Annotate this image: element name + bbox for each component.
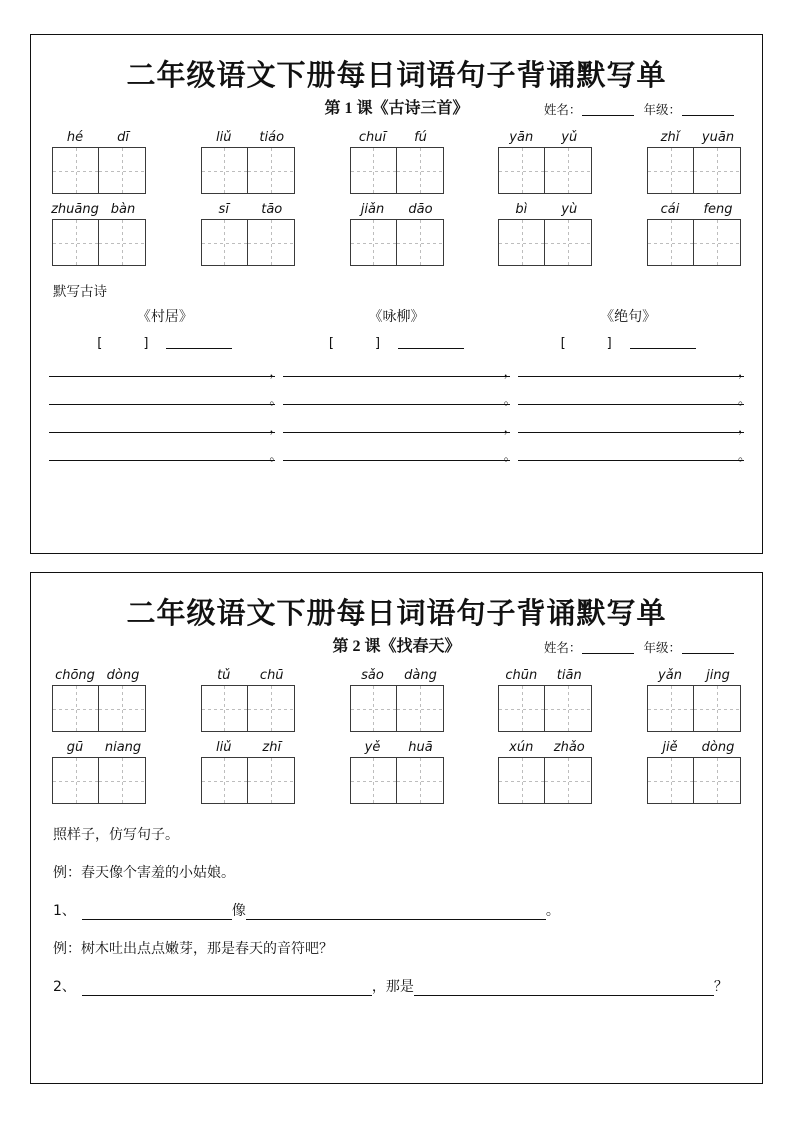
tianzige-cell[interactable] bbox=[498, 685, 545, 732]
write-line-row bbox=[49, 361, 751, 380]
pinyin-syllable: zhuāng bbox=[51, 202, 99, 217]
page-title-2: 二年级语文下册每日词语句子背诵默写单 bbox=[126, 598, 667, 630]
pinyin-syllable: yān bbox=[509, 130, 534, 145]
word-item bbox=[200, 668, 296, 732]
pinyin-syllable: yǎn bbox=[658, 668, 682, 683]
pinyin-syllable: chōng bbox=[55, 668, 95, 683]
pinyin-group bbox=[349, 668, 445, 683]
answer-blank-1b[interactable] bbox=[246, 904, 546, 920]
page-title-1: 二年级语文下册每日词语句子背诵默写单 bbox=[126, 60, 667, 92]
pinyin-syllable: huā bbox=[408, 740, 433, 755]
poem-author-blank bbox=[512, 332, 744, 351]
tianzige-cell[interactable] bbox=[397, 147, 444, 194]
tianzige-cell[interactable] bbox=[99, 219, 146, 266]
write-line[interactable] bbox=[518, 445, 751, 464]
lesson-header-2 bbox=[49, 634, 744, 660]
name-label-1: 姓名： bbox=[543, 103, 582, 117]
dictation-label: 默写古诗 bbox=[53, 284, 107, 300]
pinyin-group bbox=[646, 202, 742, 217]
tianzige-cell[interactable] bbox=[99, 757, 146, 804]
write-line[interactable] bbox=[49, 445, 283, 464]
line-punct: ， bbox=[737, 421, 751, 436]
word-item bbox=[200, 740, 296, 804]
tianzige-cell[interactable] bbox=[694, 147, 741, 194]
student-info-row-2 bbox=[544, 638, 740, 656]
dynasty-bracket[interactable]: [ ] bbox=[97, 336, 163, 351]
sentence-example-2: 例：树木吐出点点嫩芽，那是春天的音符吧？ bbox=[53, 941, 333, 957]
write-line-row bbox=[49, 445, 751, 464]
word-item bbox=[497, 668, 593, 732]
pinyin-syllable: zhǐ bbox=[660, 130, 680, 145]
question-1-punct: 。 bbox=[545, 903, 560, 919]
word-row bbox=[51, 668, 742, 732]
tianzige-cell[interactable] bbox=[647, 147, 694, 194]
question-2-connector: ，那是 bbox=[371, 979, 414, 995]
tianzige-cell[interactable] bbox=[350, 147, 397, 194]
tianzige-pair[interactable] bbox=[52, 147, 146, 194]
tianzige-cell[interactable] bbox=[99, 147, 146, 194]
tianzige-cell[interactable] bbox=[545, 147, 592, 194]
author-line[interactable] bbox=[630, 336, 696, 349]
tianzige-cell[interactable] bbox=[397, 757, 444, 804]
tianzige-cell[interactable] bbox=[201, 757, 248, 804]
pinyin-syllable: chuī bbox=[358, 130, 387, 145]
word-item bbox=[646, 668, 742, 732]
tianzige-cell[interactable] bbox=[52, 757, 99, 804]
tianzige-pair[interactable] bbox=[201, 147, 295, 194]
line-punct: ， bbox=[503, 365, 517, 380]
question-2-punct: ？ bbox=[713, 979, 728, 995]
poem-author-blank bbox=[281, 332, 513, 351]
author-line[interactable] bbox=[398, 336, 464, 349]
poem-title-row bbox=[49, 306, 744, 326]
pinyin-group bbox=[497, 668, 593, 683]
tianzige-cell[interactable] bbox=[397, 219, 444, 266]
word-item bbox=[51, 740, 147, 804]
poem-title: 《绝句》 bbox=[600, 309, 657, 325]
pinyin-syllable: bì bbox=[515, 202, 528, 217]
pinyin-syllable: xún bbox=[509, 740, 534, 755]
pinyin-group bbox=[349, 740, 445, 755]
word-row bbox=[51, 740, 742, 804]
pinyin-syllable: tiān bbox=[556, 668, 582, 683]
pinyin-syllable: tāo bbox=[261, 202, 283, 217]
tianzige-pair[interactable] bbox=[52, 219, 146, 266]
pinyin-syllable: hé bbox=[66, 130, 84, 145]
pinyin-group bbox=[646, 668, 742, 683]
tianzige-pair[interactable] bbox=[498, 685, 592, 732]
line-punct: 。 bbox=[737, 449, 751, 464]
tianzige-pair[interactable] bbox=[201, 219, 295, 266]
pinyin-syllable: yuān bbox=[701, 130, 735, 145]
worksheet-sheet-2 bbox=[30, 572, 763, 1084]
tianzige-cell[interactable] bbox=[397, 685, 444, 732]
sentence-example-1: 例：春天像个害羞的小姑娘。 bbox=[53, 865, 235, 881]
tianzige-cell[interactable] bbox=[99, 685, 146, 732]
write-line[interactable] bbox=[283, 445, 517, 464]
student-info-row-1 bbox=[544, 100, 740, 118]
tianzige-pair[interactable] bbox=[498, 147, 592, 194]
write-line[interactable] bbox=[49, 389, 283, 408]
pinyin-group bbox=[349, 130, 445, 145]
worksheet-sheet-1 bbox=[30, 34, 763, 554]
answer-blank-1a[interactable] bbox=[82, 904, 232, 920]
write-line[interactable] bbox=[518, 361, 751, 380]
word-item bbox=[646, 740, 742, 804]
write-line-row bbox=[49, 389, 751, 408]
tianzige-cell[interactable] bbox=[201, 147, 248, 194]
word-row bbox=[51, 202, 742, 266]
tianzige-cell[interactable] bbox=[350, 757, 397, 804]
pinyin-syllable: chūn bbox=[505, 668, 538, 683]
pinyin-syllable: yě bbox=[364, 740, 381, 755]
pinyin-syllable: sī bbox=[218, 202, 229, 217]
tianzige-pair[interactable] bbox=[52, 757, 146, 804]
dynasty-bracket[interactable]: [ ] bbox=[328, 336, 395, 351]
pinyin-syllable: dòng bbox=[106, 668, 140, 683]
pinyin-syllable: sǎo bbox=[361, 668, 384, 683]
poem-author-row bbox=[49, 332, 744, 351]
grade-label-1: 年级： bbox=[643, 103, 681, 117]
line-punct: 。 bbox=[503, 393, 517, 408]
pinyin-syllable: feng bbox=[703, 202, 733, 217]
pinyin-syllable: dī bbox=[117, 130, 129, 145]
pinyin-group bbox=[51, 202, 147, 217]
tianzige-pair[interactable] bbox=[647, 685, 741, 732]
tianzige-cell[interactable] bbox=[498, 219, 545, 266]
pinyin-syllable: jing bbox=[706, 668, 730, 683]
write-line[interactable] bbox=[518, 417, 751, 436]
line-punct: 。 bbox=[503, 449, 517, 464]
poem-author-blank bbox=[49, 332, 281, 351]
line-punct: ， bbox=[269, 365, 283, 380]
question-1-connector: 像 bbox=[231, 903, 246, 919]
tianzige-cell[interactable] bbox=[350, 685, 397, 732]
pinyin-syllable: dòng bbox=[701, 740, 735, 755]
pinyin-group bbox=[349, 202, 445, 217]
pinyin-syllable: gū bbox=[66, 740, 84, 755]
tianzige-cell[interactable] bbox=[647, 757, 694, 804]
tianzige-pair[interactable] bbox=[647, 757, 741, 804]
write-line[interactable] bbox=[49, 361, 283, 380]
tianzige-cell[interactable] bbox=[647, 685, 694, 732]
answer-blank-2b[interactable] bbox=[414, 980, 714, 996]
tianzige-cell[interactable] bbox=[545, 219, 592, 266]
tianzige-cell[interactable] bbox=[694, 219, 741, 266]
line-punct: 。 bbox=[737, 393, 751, 408]
pinyin-group bbox=[646, 740, 742, 755]
tianzige-pair[interactable] bbox=[350, 147, 444, 194]
pinyin-syllable: liǔ bbox=[216, 130, 232, 145]
pinyin-group bbox=[497, 740, 593, 755]
word-item bbox=[349, 668, 445, 732]
tianzige-cell[interactable] bbox=[248, 685, 295, 732]
tianzige-cell[interactable] bbox=[498, 757, 545, 804]
pinyin-syllable: liǔ bbox=[216, 740, 232, 755]
grade-input-2[interactable] bbox=[682, 641, 734, 654]
write-line[interactable] bbox=[283, 417, 517, 436]
author-line[interactable] bbox=[166, 336, 232, 349]
tianzige-cell[interactable] bbox=[248, 219, 295, 266]
pinyin-syllable: chū bbox=[259, 668, 284, 683]
word-item bbox=[646, 202, 742, 266]
pinyin-group bbox=[497, 202, 593, 217]
line-punct: ， bbox=[503, 421, 517, 436]
tianzige-pair[interactable] bbox=[647, 147, 741, 194]
tianzige-cell[interactable] bbox=[248, 147, 295, 194]
lesson-header-1 bbox=[49, 96, 744, 122]
tianzige-cell[interactable] bbox=[545, 685, 592, 732]
word-item bbox=[646, 130, 742, 194]
pinyin-syllable: tǔ bbox=[217, 668, 231, 683]
tianzige-cell[interactable] bbox=[647, 219, 694, 266]
tianzige-cell[interactable] bbox=[201, 219, 248, 266]
tianzige-cell[interactable] bbox=[52, 147, 99, 194]
poem-title: 《村居》 bbox=[136, 309, 193, 325]
grade-input-1[interactable] bbox=[682, 103, 734, 116]
line-punct: ， bbox=[737, 365, 751, 380]
name-input-2[interactable] bbox=[582, 641, 634, 654]
tianzige-cell[interactable] bbox=[545, 757, 592, 804]
pinyin-syllable: tiáo bbox=[259, 130, 285, 145]
pinyin-syllable: cái bbox=[660, 202, 680, 217]
word-item bbox=[51, 202, 147, 266]
word-item bbox=[51, 668, 147, 732]
tianzige-pair[interactable] bbox=[498, 219, 592, 266]
write-line-row bbox=[49, 417, 751, 436]
word-item bbox=[497, 202, 593, 266]
pinyin-syllable: yǔ bbox=[561, 130, 578, 145]
line-punct: 。 bbox=[269, 449, 283, 464]
sentence-exercise-label: 照样子，仿写句子。 bbox=[53, 827, 179, 843]
tianzige-cell[interactable] bbox=[201, 685, 248, 732]
tianzige-pair[interactable] bbox=[350, 219, 444, 266]
tianzige-pair[interactable] bbox=[52, 685, 146, 732]
answer-blank-2a[interactable] bbox=[82, 980, 372, 996]
pinyin-group bbox=[497, 130, 593, 145]
pinyin-syllable: yù bbox=[561, 202, 578, 217]
tianzige-cell[interactable] bbox=[498, 147, 545, 194]
pinyin-group bbox=[200, 130, 296, 145]
word-item bbox=[51, 130, 147, 194]
name-label-2: 姓名： bbox=[543, 641, 582, 655]
pinyin-group bbox=[51, 740, 147, 755]
question-number-1: 1、 bbox=[53, 903, 76, 919]
write-line[interactable] bbox=[283, 389, 517, 408]
grade-label-2: 年级： bbox=[643, 641, 681, 655]
dynasty-bracket[interactable]: [ ] bbox=[560, 336, 626, 351]
line-punct: 。 bbox=[269, 393, 283, 408]
pinyin-group bbox=[200, 668, 296, 683]
tianzige-cell[interactable] bbox=[248, 757, 295, 804]
tianzige-pair[interactable] bbox=[350, 757, 444, 804]
pinyin-syllable: jiě bbox=[662, 740, 678, 755]
tianzige-pair[interactable] bbox=[201, 757, 295, 804]
pinyin-syllable: jiǎn bbox=[360, 202, 385, 217]
word-item bbox=[497, 740, 593, 804]
word-item bbox=[349, 130, 445, 194]
pinyin-syllable: niang bbox=[104, 740, 142, 755]
lesson-title-2: 第 2 课《找春天》 bbox=[332, 638, 461, 655]
write-line[interactable] bbox=[283, 361, 517, 380]
pinyin-syllable: fú bbox=[414, 130, 427, 145]
poem-title: 《咏柳》 bbox=[368, 309, 425, 325]
word-item bbox=[200, 202, 296, 266]
pinyin-group bbox=[646, 130, 742, 145]
word-item bbox=[200, 130, 296, 194]
tianzige-pair[interactable] bbox=[498, 757, 592, 804]
tianzige-pair[interactable] bbox=[201, 685, 295, 732]
name-input-1[interactable] bbox=[582, 103, 634, 116]
sentence-question-2 bbox=[53, 976, 744, 996]
question-number-2: 2、 bbox=[53, 979, 76, 995]
tianzige-cell[interactable] bbox=[694, 685, 741, 732]
pinyin-group bbox=[51, 668, 147, 683]
pinyin-syllable: zhī bbox=[262, 740, 282, 755]
pinyin-syllable: dāo bbox=[408, 202, 433, 217]
word-item bbox=[349, 740, 445, 804]
pinyin-group bbox=[200, 740, 296, 755]
word-item bbox=[349, 202, 445, 266]
pinyin-group bbox=[51, 130, 147, 145]
sentence-question-1 bbox=[53, 900, 744, 920]
lesson-title-1: 第 1 课《古诗三首》 bbox=[324, 100, 469, 117]
write-line[interactable] bbox=[49, 417, 283, 436]
word-item bbox=[497, 130, 593, 194]
pinyin-syllable: bàn bbox=[110, 202, 136, 217]
tianzige-cell[interactable] bbox=[52, 685, 99, 732]
tianzige-cell[interactable] bbox=[350, 219, 397, 266]
pinyin-syllable: zhǎo bbox=[553, 740, 585, 755]
tianzige-pair[interactable] bbox=[350, 685, 444, 732]
line-punct: ， bbox=[269, 421, 283, 436]
tianzige-cell[interactable] bbox=[52, 219, 99, 266]
word-row bbox=[51, 130, 742, 194]
tianzige-cell[interactable] bbox=[694, 757, 741, 804]
pinyin-group bbox=[200, 202, 296, 217]
pinyin-syllable: dàng bbox=[404, 668, 437, 683]
poem-writing-lines bbox=[49, 361, 751, 464]
write-line[interactable] bbox=[518, 389, 751, 408]
tianzige-pair[interactable] bbox=[647, 219, 741, 266]
